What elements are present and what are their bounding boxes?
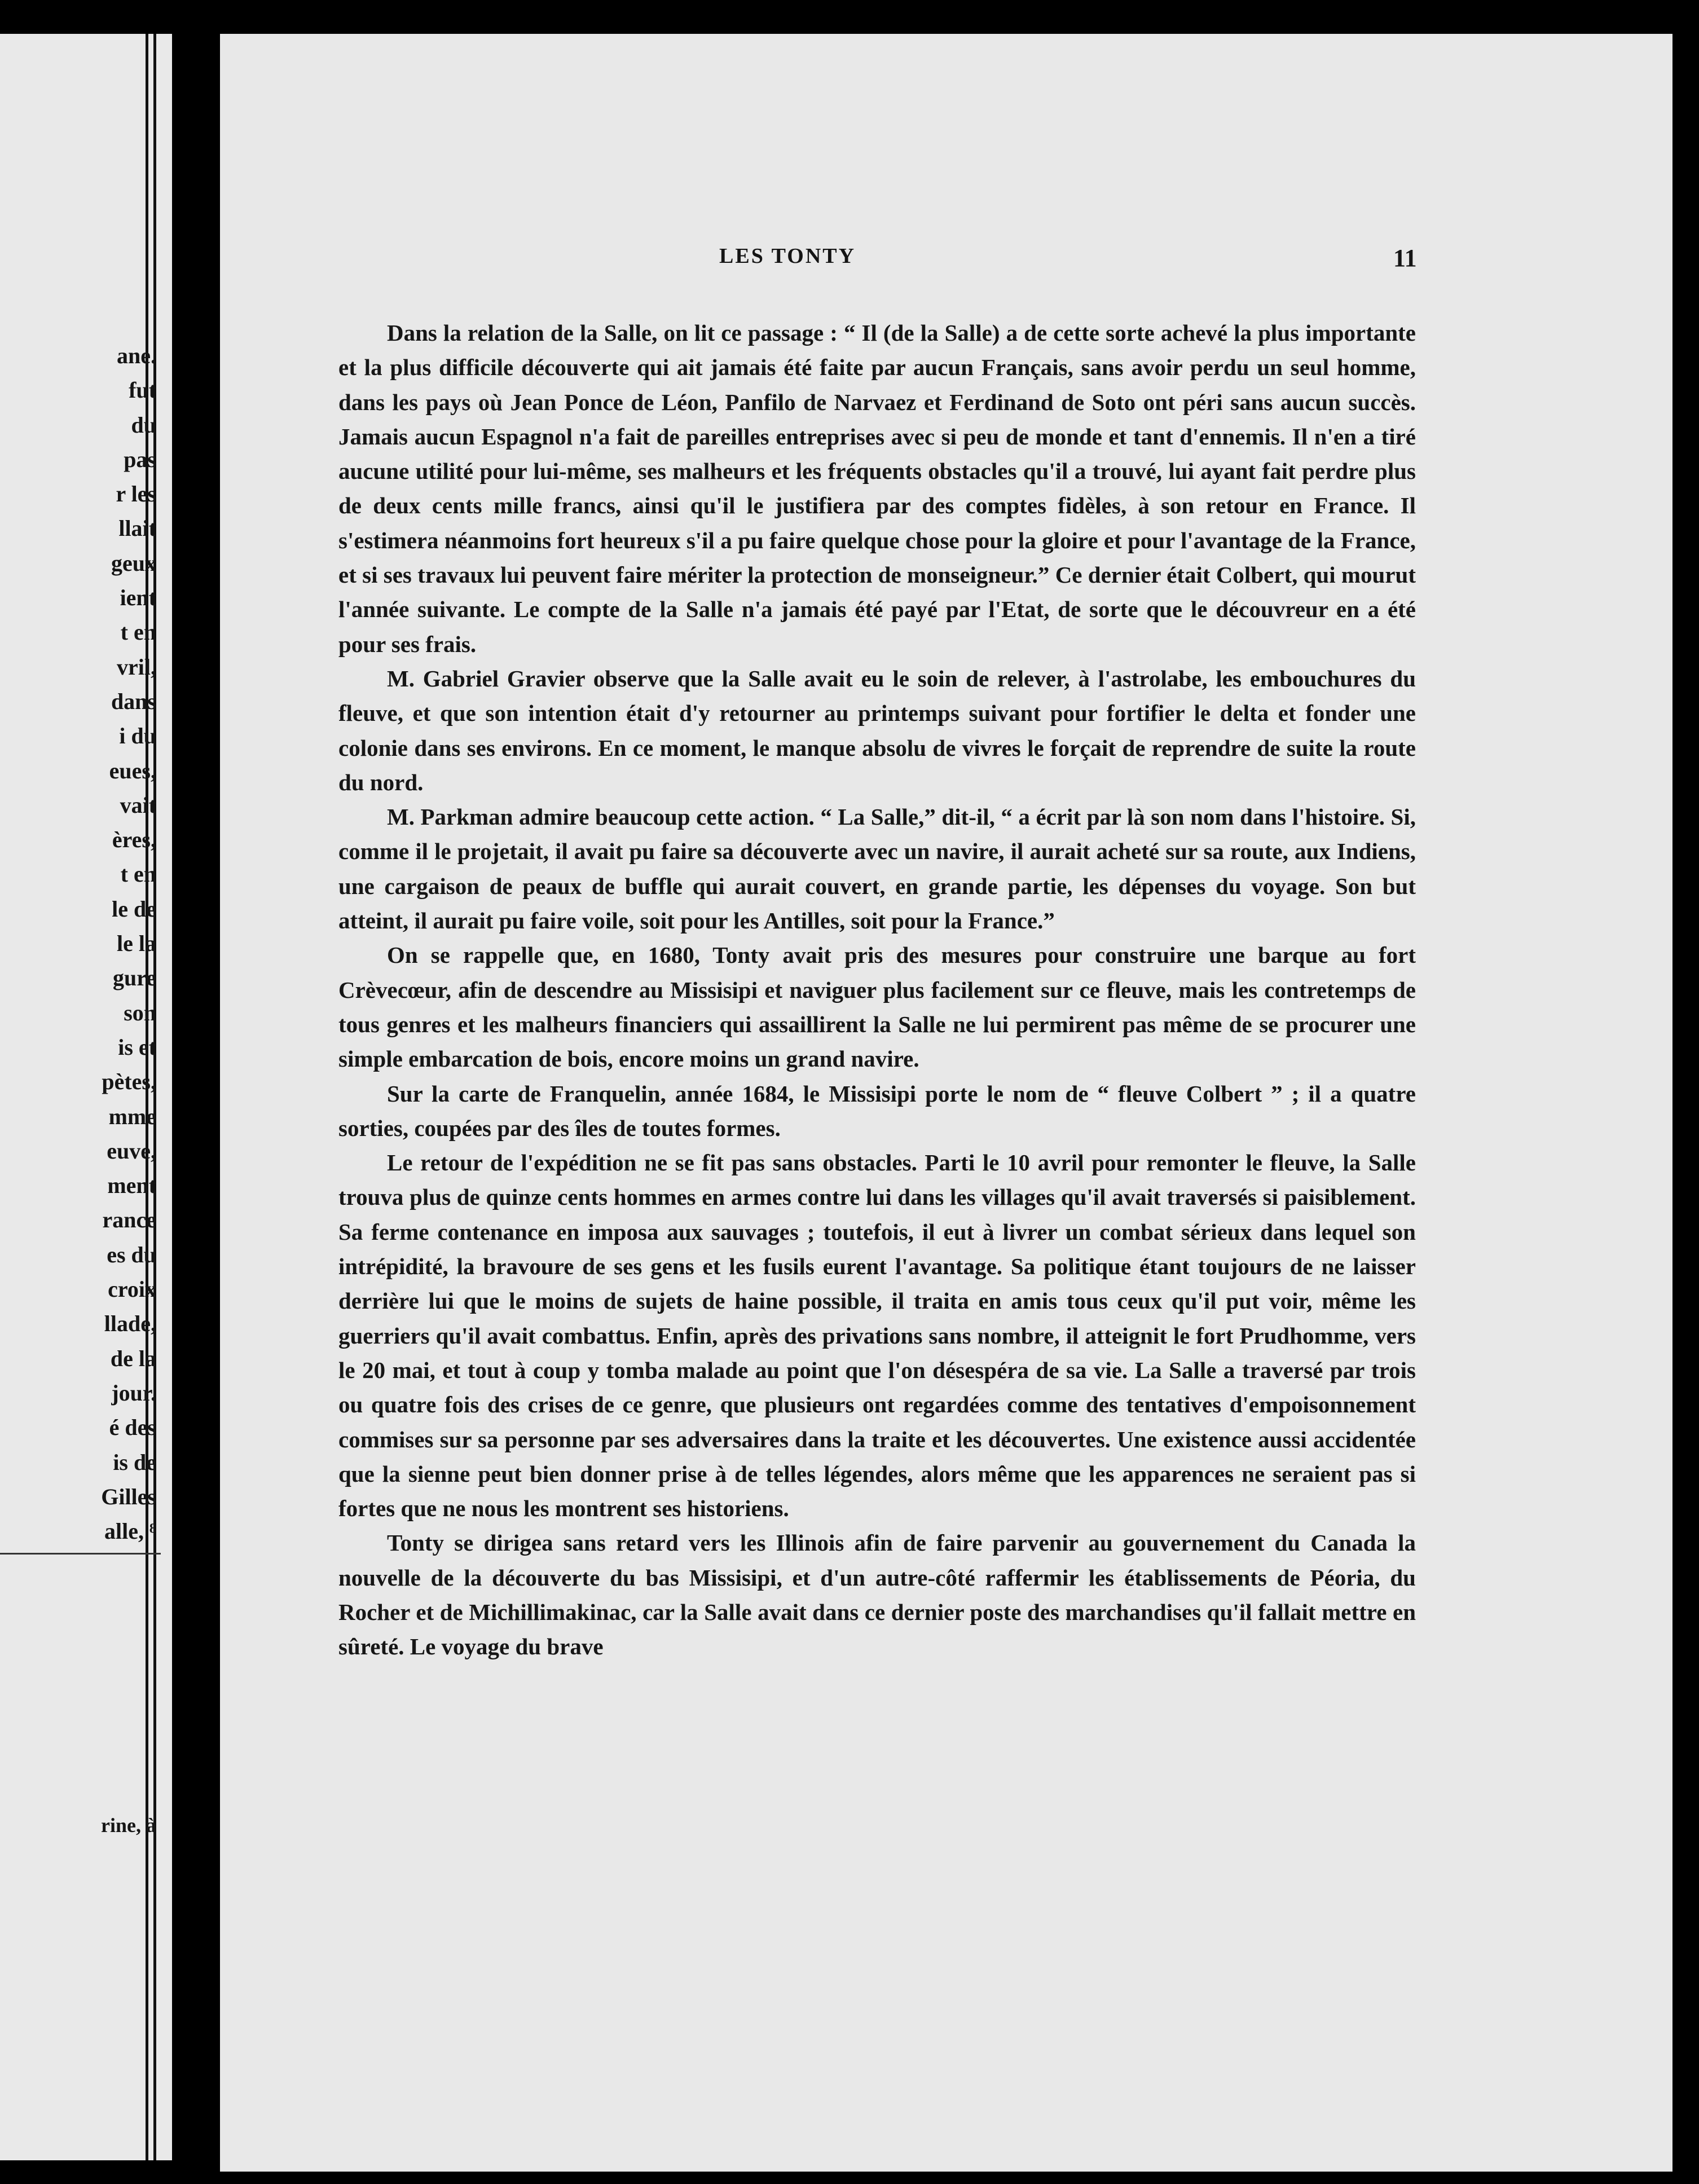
previous-page-line: vait	[120, 792, 156, 818]
previous-page-line: ient	[120, 585, 156, 611]
previous-page-line: euve,	[107, 1138, 156, 1164]
previous-page-line: pas	[124, 446, 156, 472]
previous-page-line: es du	[107, 1241, 156, 1267]
previous-page-line: is et	[118, 1034, 156, 1060]
paragraph: M. Gabriel Gravier observe que la Salle avait eu le soin de relever, à l'astrolabe, les embouchures du fleuve, et que son intention était d'y retourner au printemps suivant pour fortifier le delta et fonder une colonie dans ses environs. En ce moment, le manque absolu de vivres le forçait de reprendre de suite la route du nord.	[338, 665, 1416, 795]
previous-page-line: jour.	[111, 1380, 156, 1406]
previous-page-line: ane.	[117, 343, 156, 368]
body-text	[338, 316, 1416, 1665]
previous-page-line: de la	[110, 1345, 156, 1371]
page-number: 11	[1393, 244, 1417, 272]
previous-page-line: llade,	[104, 1311, 156, 1337]
book-page	[220, 34, 1672, 2172]
previous-page-line: dans	[111, 688, 156, 714]
previous-page-line: gure	[112, 965, 156, 991]
previous-page-footnote-fragment: rine, à	[101, 1814, 156, 1837]
previous-page-line: du	[131, 412, 156, 438]
paragraph: Dans la relation de la Salle, on lit ce passage : “ Il (de la Salle) a de cette sorte achevé la plus importante et la plus difficile découverte qui ait jamais été faite par aucun Français, sans avoir perdu un seul homme, dans les pays où Jean Ponce de Léon, Panfilo de Narvaez et Ferdinand de Soto ont péri sans aucun succès. Jamais aucun Espagnol n'a fait de pareilles entreprises avec si peu de monde et tant d'ennemis. Il n'en a tiré aucune utilité pour lui-même, ses malheurs et les fréquents obstacles qu'il a trouvé, lui ayant fait perdre plus de deux cents mille francs, ainsi qu'il le justifiera par des comptes fidèles, à son retour en France. Il s'estimera néanmoins fort heureux s'il a pu faire quelque chose pour la gloire et pour l'avantage de la France, et si ses travaux lui peuvent faire mériter la protection de monseigneur.” Ce dernier était Colbert, qui mourut l'année suivante. Le compte de la Salle n'a jamais été payé par l'Etat, de sorte que le découvreur en a été pour ses frais.	[338, 320, 1416, 657]
previous-page-line: alle, ⁸	[104, 1518, 156, 1544]
paragraph: Le retour de l'expédition ne se fit pas sans obstacles. Parti le 10 avril pour remonter le fleuve, la Salle trouva plus de quinze cents hommes en armes contre lui dans les villages qu'il avait traversés si paisiblement. Sa ferme contenance en imposa aux sauvages ; toutefois, il eut à livrer un combat sérieux dans lequel son intrépidité, la bravoure de ses gens et les fusils eurent l'avantage. Sa politique étant toujours de ne laisser derrière lui que le moins de sujets de haine possible, il traita en amis tous ceux qu'il put voir, même les guerriers qu'il avait combattus. Enfin, après des privations sans nombre, il atteignit le fort Prudhomme, vers le 20 mai, et tout à coup y tomba malade au point que l'on désespéra de sa vie. La Salle a traversé par trois ou quatre fois des crises de ce genre, que plusieurs ont regardées comme des tentatives d'empoisonnement commises sur sa personne par ses adversaires dans la traite et les découvertes. Une existence aussi accidentée que la sienne peut bien donner prise à de telles légendes, alors même que les apparences ne seraient pas si fortes que ne nous les montrent ses historiens.	[338, 1150, 1416, 1522]
running-head	[220, 244, 1672, 278]
previous-page-line: i du	[119, 723, 156, 749]
paragraph: M. Parkman admire beaucoup cette action. “ La Salle,” dit-il, “ a écrit par là son nom dans l'histoire. Si, comme il le projetait, il avait pu faire sa découverte avec un navire, il aurait acheté sur sa route, aux Indiens, une cargaison de peaux de buffle qui aurait couvert, en grande partie, les dépenses du voyage. Son but atteint, il aurait pu faire voile, soit pour les Antilles, soit pour la France.”	[338, 804, 1416, 934]
paragraph: Sur la carte de Franquelin, année 1684, le Missisipi porte le nom de “ fleuve Colbert ” ; il a quatre sorties, coupées par des îles de toutes formes.	[338, 1080, 1416, 1141]
running-title: LES TONTY	[719, 244, 856, 268]
previous-page-line: rance	[102, 1207, 156, 1233]
previous-page-line: t en	[120, 619, 156, 645]
previous-page-line: le la	[117, 931, 156, 957]
previous-page-line: vril,	[117, 654, 156, 680]
previous-page-line: geux	[111, 550, 156, 576]
previous-page-line: r les	[116, 481, 156, 507]
previous-page-line: le de	[112, 896, 156, 922]
previous-page-line: é des	[109, 1415, 156, 1441]
previous-page-line: croix	[108, 1276, 156, 1302]
previous-page-line: son	[124, 999, 156, 1025]
previous-page-line: eues,	[109, 758, 156, 783]
paragraph: On se rappelle que, en 1680, Tonty avait pris des mesures pour construire une barque au fort Crèvecœur, afin de descendre au Missisipi et naviguer plus facilement sur ce fleuve, mais les contretemps de tous genres et les malheurs financiers qui assaillirent la Salle ne lui permirent pas même de se procurer une simple embarcation de bois, encore moins un grand navire.	[338, 942, 1416, 1072]
previous-page-line: pètes,	[102, 1069, 156, 1095]
previous-page-line: llait	[118, 516, 156, 541]
footnote-rule	[0, 1553, 161, 1555]
previous-page-line: is de	[113, 1449, 156, 1475]
previous-page-line: ères,	[112, 827, 156, 853]
previous-page-line: fut	[129, 377, 156, 403]
previous-page-line: t en	[120, 861, 156, 887]
previous-page-line: mme	[108, 1103, 156, 1129]
previous-page-line-endings	[101, 338, 156, 1548]
paragraph: Tonty se dirigea sans retard vers les Illinois afin de faire parvenir au gouvernement du Canada la nouvelle de la découverte du bas Missisipi, et d'un autre-côté raffermir les établissements de Péoria, du Rocher et de Michillimakinac, car la Salle avait dans ce dernier poste des marchandises qu'il fallait mettre en sûreté. Le voyage du brave	[338, 1530, 1416, 1660]
previous-page-fragment	[0, 34, 172, 2160]
previous-page-line: ment	[107, 1173, 156, 1199]
previous-page-line: Gilles	[101, 1483, 156, 1509]
